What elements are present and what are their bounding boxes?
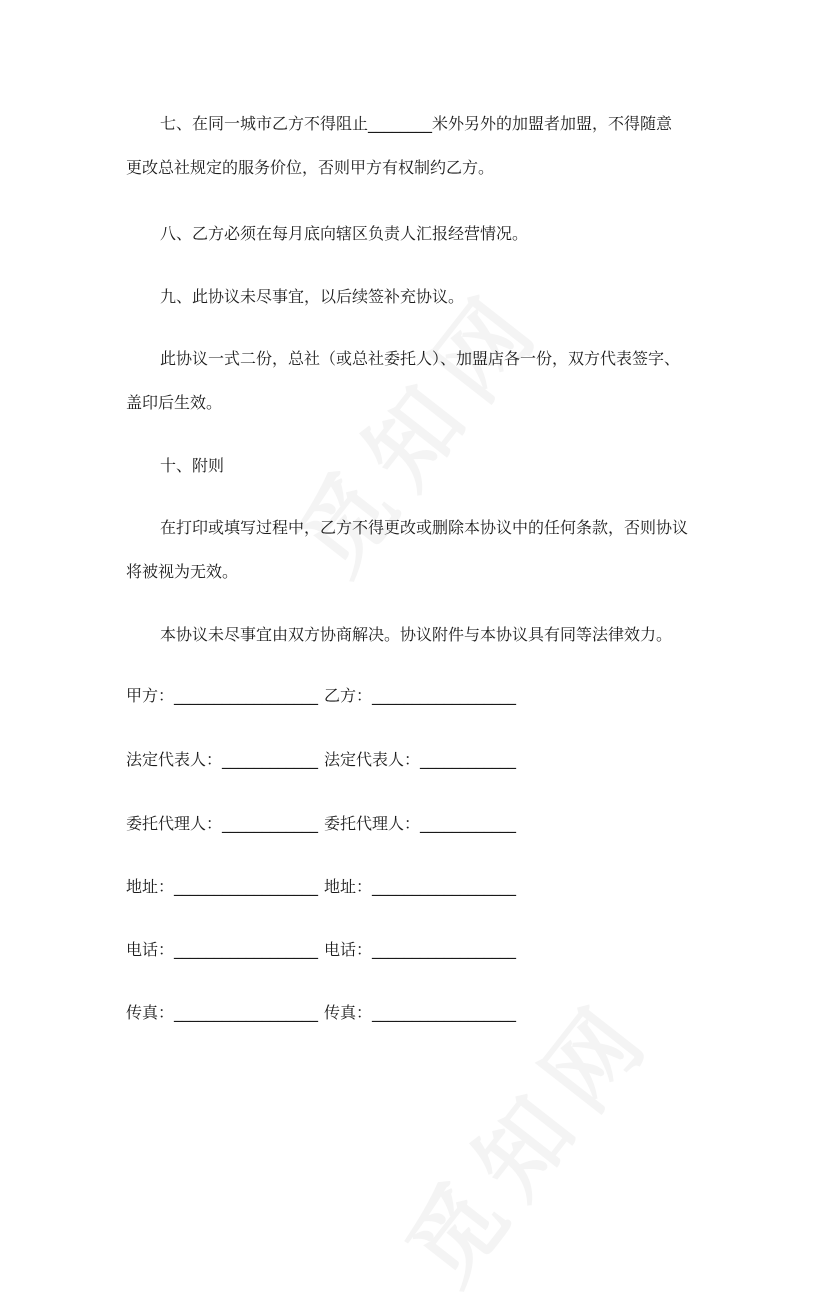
phone-a-field: 电话：__________________ [126, 940, 319, 959]
clause-10-title: 十、附则 [160, 456, 225, 475]
party-a-field: 甲方：__________________ [126, 686, 319, 705]
address-a-field: 地址：__________________ [126, 877, 319, 896]
copies-line-1: 此协议一式二份，总社（或总社委托人）、加盟店各一份，双方代表签字、 [160, 349, 681, 368]
rep-a-field: 法定代表人：____________ [126, 750, 319, 769]
agent-a-field: 委托代理人：____________ [126, 814, 319, 833]
clause-7-line-1: 七、在同一城市乙方不得阻止________米外另外的加盟者加盟，不得随意 [160, 114, 673, 133]
rep-b-field: 法定代表人：____________ [324, 750, 517, 769]
agent-b-field: 委托代理人：____________ [324, 814, 517, 833]
signature-row-phone [126, 940, 516, 960]
copies-line-2: 盖印后生效。 [126, 393, 223, 412]
clause-8: 八、乙方必须在每月底向辖区负责人汇报经营情况。 [160, 224, 529, 243]
signature-row-fax [126, 1003, 516, 1023]
final-statement: 本协议未尽事宜由双方协商解决。协议附件与本协议具有同等法律效力。 [160, 625, 673, 644]
fax-b-field: 传真：__________________ [324, 1003, 517, 1022]
clause-10-line-1: 在打印或填写过程中，乙方不得更改或删除本协议中的任何条款，否则协议 [160, 518, 689, 537]
fax-a-field: 传真：__________________ [126, 1003, 319, 1022]
signature-row-agent [126, 814, 516, 834]
address-b-field: 地址：__________________ [324, 877, 517, 896]
clause-7-line-2: 更改总社规定的服务价位，否则甲方有权制约乙方。 [126, 158, 495, 177]
clause-9: 九、此协议未尽事宜，以后续签补充协议。 [160, 287, 465, 306]
phone-b-field: 电话：__________________ [324, 940, 517, 959]
signature-row-party [126, 686, 516, 706]
signature-row-representative [126, 750, 516, 770]
party-b-field: 乙方：__________________ [324, 686, 517, 705]
signature-row-address [126, 877, 516, 897]
clause-10-line-2: 将被视为无效。 [126, 562, 239, 581]
